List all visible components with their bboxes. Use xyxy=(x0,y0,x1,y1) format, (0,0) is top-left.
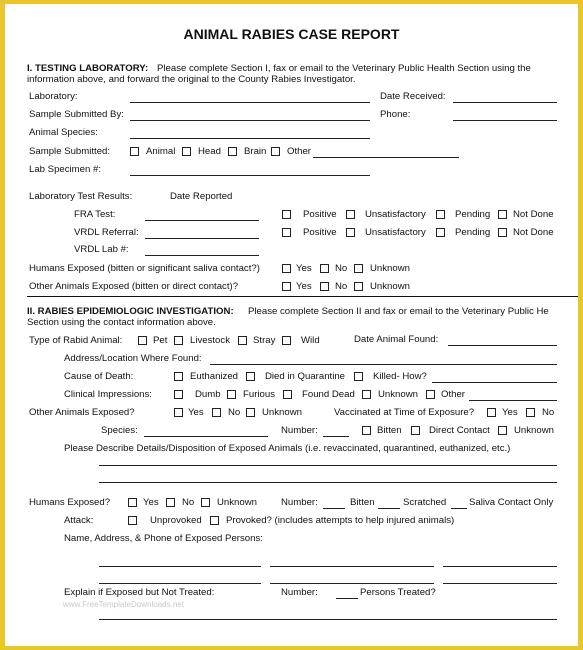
fra-unsatisfactory-checkbox[interactable] xyxy=(346,210,355,219)
sample-animal-label: Animal xyxy=(146,146,176,157)
s1-others-unknown-label: Unknown xyxy=(370,281,410,292)
cause-killed-checkbox[interactable] xyxy=(354,372,363,381)
attack-label: Attack: xyxy=(64,515,94,526)
laboratory-label: Laboratory: xyxy=(29,91,78,102)
humans-saliva-label: Saliva Contact Only xyxy=(469,497,554,508)
cause-quarantine-checkbox[interactable] xyxy=(246,372,255,381)
clinical-found-dead-label: Found Dead xyxy=(302,389,355,400)
other-exposed-no-label: No xyxy=(228,407,241,418)
cause-euthanized-checkbox[interactable] xyxy=(174,372,183,381)
fra-not-done-label: Not Done xyxy=(513,209,554,220)
type-stray-checkbox[interactable] xyxy=(238,336,247,345)
type-stray-label: Stray xyxy=(253,335,276,346)
humans-bitten-label: Bitten xyxy=(350,497,375,508)
species-label: Species: xyxy=(101,425,138,436)
section-1-intro-line1: Please complete Section I, fax or email to the Veterinary Public Health Section using the xyxy=(157,63,531,74)
vrdl-unsatisfactory-label: Unsatisfactory xyxy=(365,227,426,238)
section-2-intro-line2: Section using the contact information above. xyxy=(27,317,216,328)
cause-label: Cause of Death: xyxy=(64,371,134,382)
vaccinated-label: Vaccinated at Time of Exposure? xyxy=(334,407,475,418)
section-divider xyxy=(27,296,578,297)
s1-others-unknown-checkbox[interactable] xyxy=(354,282,363,291)
s1-humans-yes-label: Yes xyxy=(296,263,312,274)
fra-test-label: FRA Test: xyxy=(74,209,116,220)
type-label: Type of Rabid Animal: xyxy=(29,335,123,346)
lab-specimen-field[interactable] xyxy=(130,175,370,176)
other-exposed-yes-label: Yes xyxy=(188,407,204,418)
s1-humans-yes-checkbox[interactable] xyxy=(282,264,291,273)
fra-positive-label: Positive xyxy=(303,209,337,220)
other-exposed-unknown-label: Unknown xyxy=(262,407,302,418)
persons-treated-count-field[interactable] xyxy=(336,598,358,599)
section-2-heading: II. RABIES EPIDEMIOLOGIC INVESTIGATION: xyxy=(27,306,234,317)
s1-humans-no-label: No xyxy=(335,263,348,274)
watermark-text: www.FreeTemplateDownloads.net xyxy=(63,600,184,609)
page-title: ANIMAL RABIES CASE REPORT xyxy=(183,26,400,42)
vrdl-not-done-checkbox[interactable] xyxy=(498,228,507,237)
clinical-dumb-label: Dumb xyxy=(195,389,221,400)
animal-number-label: Number: xyxy=(281,425,318,436)
explain-label: Explain if Exposed but Not Treated: xyxy=(64,587,215,598)
sample-brain-checkbox[interactable] xyxy=(228,147,237,156)
date-received-label: Date Received: xyxy=(380,91,446,102)
fra-not-done-checkbox[interactable] xyxy=(498,210,507,219)
humans-number-label: Number: xyxy=(281,497,318,508)
clinical-furious-checkbox[interactable] xyxy=(227,390,236,399)
sample-head-label: Head xyxy=(198,146,221,157)
describe-label: Please Describe Details/Disposition of Exposed Animals (i.e. revaccinated, quarantined, euthanized, etc.) xyxy=(64,443,511,454)
lab-specimen-label: Lab Specimen #: xyxy=(29,164,101,175)
animal-species-label: Animal Species: xyxy=(29,127,98,138)
vrdl-lab-label: VRDL Lab #: xyxy=(74,244,129,255)
clinical-other-checkbox[interactable] xyxy=(426,390,435,399)
vaccinated-no-label: No xyxy=(542,407,555,418)
cause-quarantine-label: Died in Quarantine xyxy=(265,371,345,382)
killed-how-field[interactable] xyxy=(432,382,557,383)
attack-unprovoked-label: Unprovoked xyxy=(150,515,202,526)
cause-killed-label: Killed- How? xyxy=(373,371,427,382)
fra-pending-label: Pending xyxy=(455,209,491,220)
humans-scratched-label: Scratched xyxy=(403,497,447,508)
phone-field[interactable] xyxy=(453,120,557,121)
animal-bitten-label: Bitten xyxy=(377,425,402,436)
other-exposed-label: Other Animals Exposed? xyxy=(29,407,135,418)
vrdl-positive-checkbox[interactable] xyxy=(282,228,291,237)
person-field-1b[interactable] xyxy=(270,566,434,567)
person-field-2b[interactable] xyxy=(270,583,434,584)
s1-humans-exposed-label: Humans Exposed (bitten or significant saliva contact?) xyxy=(29,263,260,274)
date-found-label: Date Animal Found: xyxy=(354,334,439,345)
s1-humans-no-checkbox[interactable] xyxy=(320,264,329,273)
vrdl-date-field[interactable] xyxy=(145,238,259,239)
s2-humans-yes-checkbox[interactable] xyxy=(128,498,137,507)
date-found-field[interactable] xyxy=(448,345,557,346)
cause-euthanized-label: Euthanized xyxy=(190,371,239,382)
clinical-found-dead-checkbox[interactable] xyxy=(283,390,292,399)
sample-other-checkbox[interactable] xyxy=(271,147,280,156)
other-exposed-no-checkbox[interactable] xyxy=(212,408,221,417)
s1-humans-unknown-label: Unknown xyxy=(370,263,410,274)
submitted-by-field[interactable] xyxy=(130,120,370,121)
treated-number-label: Number: xyxy=(281,587,318,598)
vaccinated-no-checkbox[interactable] xyxy=(526,408,535,417)
vrdl-lab-field[interactable] xyxy=(145,255,259,256)
section-1-heading: I. TESTING LABORATORY: xyxy=(27,63,149,74)
sample-brain-label: Brain xyxy=(244,146,267,157)
clinical-unknown-label: Unknown xyxy=(378,389,418,400)
clinical-dumb-checkbox[interactable] xyxy=(174,390,183,399)
sample-other-label: Other xyxy=(287,146,311,157)
explain-field[interactable] xyxy=(99,619,557,620)
vrdl-positive-label: Positive xyxy=(303,227,337,238)
fra-positive-checkbox[interactable] xyxy=(282,210,291,219)
s2-humans-yes-label: Yes xyxy=(143,497,159,508)
s1-humans-unknown-checkbox[interactable] xyxy=(354,264,363,273)
s1-others-no-checkbox[interactable] xyxy=(320,282,329,291)
animal-species-field[interactable] xyxy=(130,138,370,139)
animal-unknown-label: Unknown xyxy=(514,425,554,436)
section-1-intro-line2: information above, and forward the original to the County Rabies Investigator. xyxy=(27,74,356,85)
describe-field-1[interactable] xyxy=(99,465,557,466)
s1-others-yes-checkbox[interactable] xyxy=(282,282,291,291)
type-livestock-label: Livestock xyxy=(190,335,230,346)
vaccinated-yes-checkbox[interactable] xyxy=(487,408,496,417)
s2-humans-no-checkbox[interactable] xyxy=(166,498,175,507)
type-wild-checkbox[interactable] xyxy=(282,336,291,345)
animal-direct-contact-checkbox[interactable] xyxy=(411,426,420,435)
vrdl-pending-label: Pending xyxy=(455,227,491,238)
clinical-unknown-checkbox[interactable] xyxy=(362,390,371,399)
address-field[interactable] xyxy=(210,364,557,365)
type-livestock-checkbox[interactable] xyxy=(174,336,183,345)
s2-humans-unknown-checkbox[interactable] xyxy=(201,498,210,507)
type-pet-label: Pet xyxy=(153,335,168,346)
vrdl-not-done-label: Not Done xyxy=(513,227,554,238)
scratched-count-field[interactable] xyxy=(378,508,400,509)
person-field-1a[interactable] xyxy=(99,566,261,567)
s1-others-no-label: No xyxy=(335,281,348,292)
animal-direct-contact-label: Direct Contact xyxy=(429,425,490,436)
attack-unprovoked-checkbox[interactable] xyxy=(128,516,137,525)
clinical-other-field[interactable] xyxy=(469,400,557,401)
animal-unknown-checkbox[interactable] xyxy=(498,426,507,435)
type-wild-label: Wild xyxy=(301,335,320,346)
vrdl-unsatisfactory-checkbox[interactable] xyxy=(346,228,355,237)
sample-head-checkbox[interactable] xyxy=(182,147,191,156)
person-field-1c[interactable] xyxy=(443,566,557,567)
clinical-label: Clinical Impressions: xyxy=(64,389,152,400)
sample-animal-checkbox[interactable] xyxy=(130,147,139,156)
saliva-count-field[interactable] xyxy=(451,508,467,509)
s2-humans-unknown-label: Unknown xyxy=(217,497,257,508)
s2-humans-exposed-label: Humans Exposed? xyxy=(29,497,111,508)
lab-results-label: Laboratory Test Results: xyxy=(29,191,133,202)
species-field[interactable] xyxy=(144,436,268,437)
clinical-furious-label: Furious xyxy=(243,389,275,400)
vaccinated-yes-label: Yes xyxy=(502,407,518,418)
clinical-other-label: Other xyxy=(441,389,465,400)
attack-provoked-checkbox[interactable] xyxy=(210,516,219,525)
address-label: Address/Location Where Found: xyxy=(64,353,202,364)
section-2-intro-line1: Please complete Section II and fax or email to the Veterinary Public He xyxy=(248,306,549,317)
vrdl-pending-checkbox[interactable] xyxy=(436,228,445,237)
animal-number-field[interactable] xyxy=(323,436,349,437)
s1-others-exposed-label: Other Animals Exposed (bitten or direct contact)? xyxy=(29,281,239,292)
date-received-field[interactable] xyxy=(453,102,557,103)
sample-other-field[interactable] xyxy=(313,157,459,158)
exposed-persons-label: Name, Address, & Phone of Exposed Persons: xyxy=(64,533,263,544)
phone-label: Phone: xyxy=(380,109,411,120)
fra-pending-checkbox[interactable] xyxy=(436,210,445,219)
submitted-by-label: Sample Submitted By: xyxy=(29,109,124,120)
describe-field-2[interactable] xyxy=(99,482,557,483)
other-exposed-unknown-checkbox[interactable] xyxy=(246,408,255,417)
s2-humans-no-label: No xyxy=(182,497,195,508)
attack-provoked-label: Provoked? (includes attempts to help injured animals) xyxy=(226,515,455,526)
other-exposed-yes-checkbox[interactable] xyxy=(174,408,183,417)
fra-unsatisfactory-label: Unsatisfactory xyxy=(365,209,426,220)
animal-bitten-checkbox[interactable] xyxy=(362,426,371,435)
type-pet-checkbox[interactable] xyxy=(138,336,147,345)
date-reported-label: Date Reported xyxy=(170,191,233,202)
person-field-2c[interactable] xyxy=(443,583,557,584)
person-field-2a[interactable] xyxy=(99,583,261,584)
bitten-count-field[interactable] xyxy=(323,508,345,509)
sample-submitted-label: Sample Submitted: xyxy=(29,146,111,157)
vrdl-referral-label: VRDL Referral: xyxy=(74,227,139,238)
s1-others-yes-label: Yes xyxy=(296,281,312,292)
persons-treated-label: Persons Treated? xyxy=(360,587,436,598)
rabies-report-form xyxy=(5,4,578,646)
fra-date-field[interactable] xyxy=(145,220,259,221)
laboratory-field[interactable] xyxy=(130,102,370,103)
